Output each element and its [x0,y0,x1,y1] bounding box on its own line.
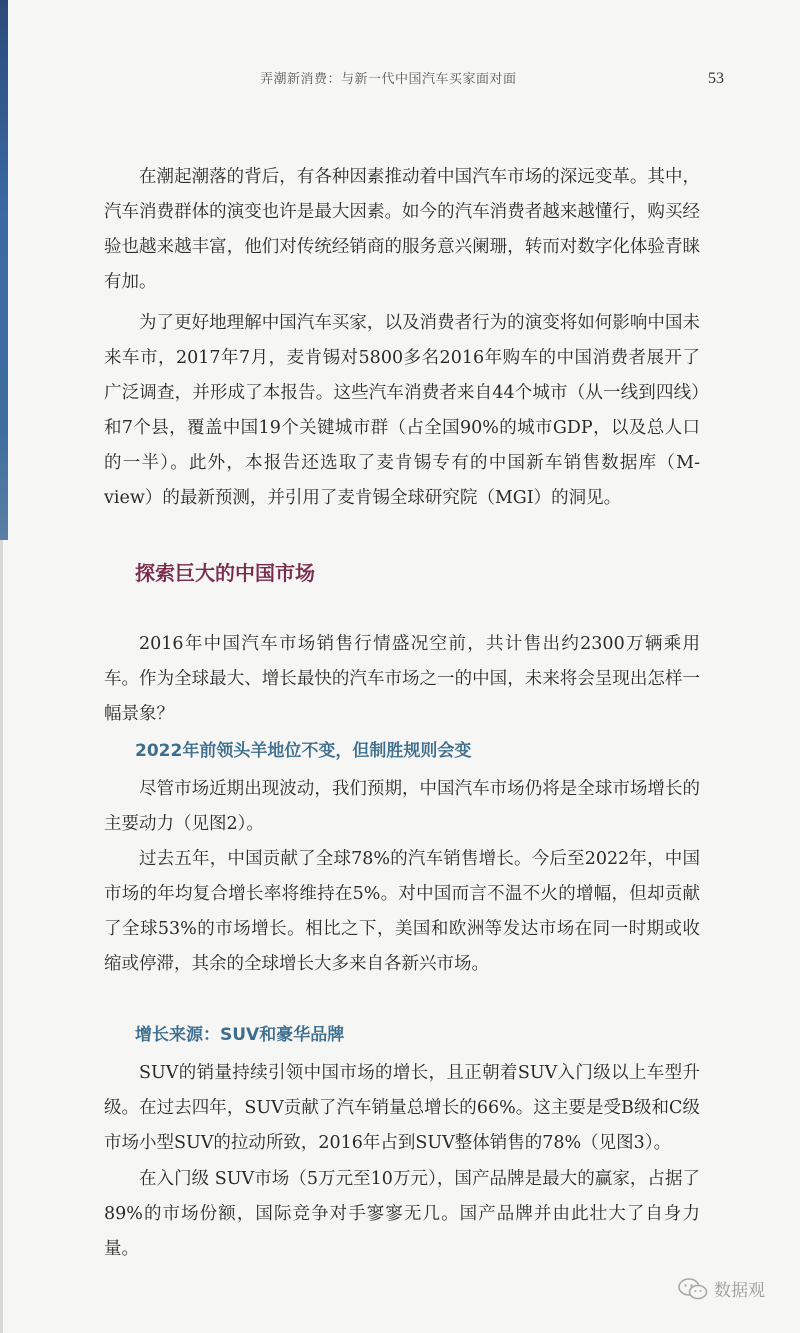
watermark [678,1276,765,1301]
page-edge-shadow [0,540,3,1333]
subheading-leader-position: 2022年前领头羊地位不变，但制胜规则会变 [135,741,472,761]
book-spine-edge [0,0,8,540]
paragraph-sub2-2: 在入门级 SUV市场（5万元至10万元），国产品牌是最大的赢家，占据了89%的市场份额，国际竞争对手寥寥无几。国产品牌并由此壮大了自身力量。 [104,1169,700,1259]
wechat-icon [678,1278,708,1300]
page-number: 53 [708,70,724,87]
paragraph-sub1-1: 尽管市场近期出现波动，我们预期，中国汽车市场仍将是全球市场增长的主要动力（见图2）。 [104,779,700,834]
section-heading: 探索巨大的中国市场 [135,561,315,585]
paragraph-intro-2: 为了更好地理解中国汽车买家，以及消费者行为的演变将如何影响中国未来车市，2017年7月，麦肯锡对5800多名2016年购车的中国消费者展开了广泛调查，并形成了本报告。这些汽车消费者来自44个城市（从一线到四线）和7个县，覆盖中国19个关键城市群（占全国90%的城市GDP，以及总人口的一半）。此外，本报告还选取了麦肯锡专有的中国新车销售数据库（M-view）的最新预测，并引用了麦肯锡全球研究院（MGI）的洞见。 [104,313,700,508]
paragraph-sub1-2: 过去五年，中国贡献了全球78%的汽车销售增长。今后至2022年，中国市场的年均复合增长率将维持在5%。对中国而言不温不火的增幅，但却贡献了全球53%的市场增长。相比之下，美国和欧洲等发达市场在同一时期或收缩或停滞，其余的全球增长大多来自各新兴市场。 [104,849,700,974]
paragraph-intro-1: 在潮起潮落的背后，有各种因素推动着中国汽车市场的深远变革。其中，汽车消费群体的演变也许是最大因素。如今的汽车消费者越来越懂行，购买经验也越来越丰富，他们对传统经销商的服务意兴阑珊，转而对数字化体验青睐有加。 [104,167,700,292]
paragraph-section-intro: 2016年中国汽车市场销售行情盛况空前，共计售出约2300万辆乘用车。作为全球最大、增长最快的汽车市场之一的中国，未来将会呈现出怎样一幅景象？ [104,634,700,724]
running-header-title: 弄潮新消费：与新一代中国汽车买家面对面 [260,72,517,87]
paragraph-sub2-1: SUV的销量持续引领中国市场的增长，且正朝着SUV入门级以上车型升级。在过去四年，SUV贡献了汽车销量总增长的66%。这主要是受B级和C级市场小型SUV的拉动所致，2016年占到SUV整体销售的78%（见图3）。 [104,1063,700,1153]
watermark-label: 数据观 [714,1281,765,1301]
subheading-growth-source: 增长来源：SUV和豪华品牌 [135,1025,345,1045]
